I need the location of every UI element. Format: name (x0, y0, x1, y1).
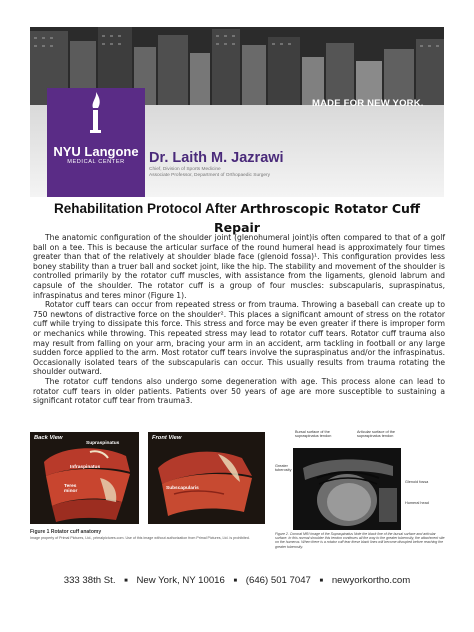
mri-image (293, 448, 401, 530)
paragraph-2: Rotator cuff tears can occur from repeated stress or from trauma. Throwing a baseball can create up to 750 newtons of distractive force on the shoulder². This places a significant amount of stress on the rotator cuff while trying to dissipate this force. This stress and force may be even greater if there is improper form or mechanics while throwing. This repeated stress may lead to rotator cuff tears. Rotator cuff trauma also may result from falling on your arm, bracing your arm in an accident, arm tackling in football or any large sudden force applied to the arm. Most rotator cuff tears involve the supraspinatus and/or the infraspinatus. Occasionally isolated tears of the subscapularis can occur. This usually results from trauma rotating the shoulder outward. (33, 300, 445, 377)
document-title (30, 199, 444, 237)
label-greater-tuberosity: Greater tuberosity (275, 464, 292, 473)
figure-1-caption: Figure 1 Rotator cuff anatomy (30, 529, 102, 535)
back-view-label: Back View (34, 435, 63, 441)
figure-1-credit: Image property of Primal Pictures, Ltd., primalpictures.com. Use of this image without authorization from Primal Pictures, Ltd. is prohibited. (30, 536, 250, 540)
front-view-anatomy-illustration (148, 432, 265, 524)
document-body (33, 233, 445, 406)
footer-city: New York, NY 10016 (136, 575, 225, 586)
separator-icon: ■ (124, 578, 128, 584)
footer-address: 333 38th St. (63, 575, 116, 586)
back-view-anatomy-illustration (30, 432, 139, 524)
label-infraspinatus: Infraspinatus (70, 465, 101, 470)
torch-icon (47, 88, 145, 144)
logo-name: NYU Langone (53, 144, 139, 159)
separator-icon: ■ (233, 578, 238, 584)
front-view-panel (148, 432, 265, 524)
separator-icon: ■ (319, 578, 324, 584)
label-bursal-surface: Bursal surface of the supraspinatus tendon (295, 430, 332, 439)
doctor-name: Dr. Laith M. Jazrawi (149, 150, 284, 166)
footer-website[interactable]: newyorkortho.com (331, 575, 411, 586)
footer-contact (30, 575, 444, 586)
doctor-title-2: Associate Professor, Department of Orthopaedic Surgery (149, 173, 271, 178)
label-supraspinatus: Supraspinatus (86, 441, 120, 446)
back-view-panel (30, 432, 139, 524)
paragraph-1: The anatomic configuration of the shoulder joint (glenohumeral joint)is often compared to that of a golf ball on a tee. This is because the articular surface of the round humeral head is approximately four times greater than that of the relatively at shoulder blade face (glenoid fossa)¹. This configuration provides less boney stability than a truer ball and socket joint, like the hip. The stability and movement of the shoulder is controlled primarily by the rotator cuff muscles, with assistance from the ligaments, glenoid labrum and capsule of the shoulder. The rotator cuff is a group of four muscles: subscapularis, supraspinatus, infraspinatus and teres minor (Figure 1). (33, 233, 445, 300)
header-banner (30, 27, 444, 197)
nyu-langone-logo (47, 88, 145, 197)
label-glenoid-fossa: Glenoid fossa (405, 480, 429, 484)
mri-scan-illustration (293, 448, 401, 530)
logo-subtitle: MEDICAL CENTER (67, 159, 125, 165)
label-subscapularis: Subscapularis (166, 486, 199, 491)
title-bold: Rehabilitation Protocol After (53, 201, 237, 216)
label-teres-minor: Teres minor (64, 484, 78, 495)
figure-2-mri (275, 428, 445, 548)
label-humeral-head: Humeral head (405, 501, 429, 505)
title-rest: Arthroscopic Rotator Cuff Repair (214, 201, 421, 235)
tagline-made-for-new-york: MADE FOR NEW YORK. (312, 98, 424, 109)
front-view-label: Front View (152, 435, 182, 441)
doctor-title-1: Chief, Division of Sports Medicine (149, 167, 221, 172)
figure-2-caption: Figure 2. Coronal MRI image of the Supraspinatus Note the black line of the bursal surface and articular surface. In this normal shoulder this tendon continues all the way to the greater tuberosity, the attachment site on the humerus. When there is a rotator cuff tear these black lines will become disrupted before reaching the greater tuberosity. (275, 532, 445, 549)
figure-1-rotator-cuff-anatomy (30, 432, 270, 540)
paragraph-3: The rotator cuff tendons also undergo some degeneration with age. This process alone can lead to rotator cuff tears in older patients. Patients over 50 years of age are more susceptible to sustaining a significant rotator cuff tear from trauma3. (33, 376, 445, 406)
footer-phone: (646) 501 7047 (245, 575, 311, 586)
label-articular-surface: Articular surface of the supraspinatus tendon (357, 430, 395, 439)
